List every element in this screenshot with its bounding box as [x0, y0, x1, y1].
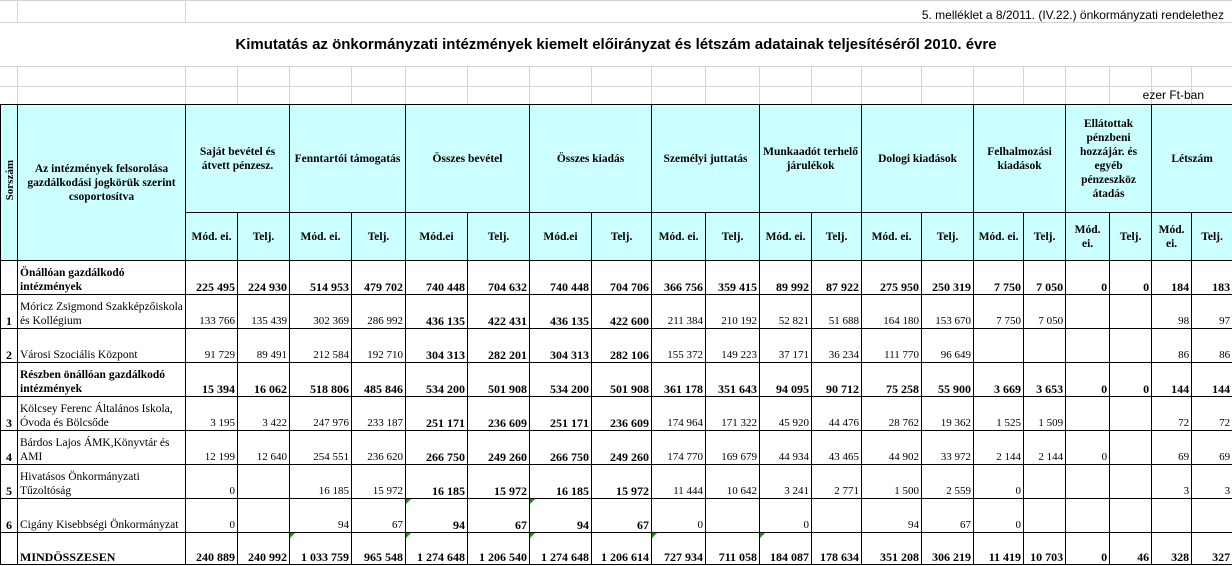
- group-header: Fenntartói támogatás: [290, 105, 406, 213]
- value-cell: 236 609: [592, 397, 652, 431]
- value-cell: 69: [1152, 431, 1192, 465]
- value-cell: 15 972: [352, 465, 406, 499]
- decree-reference: 5. melléklet a 8/2011. (IV.22.) önkormányzati rendelethez: [921, 8, 1224, 22]
- subheader-cell: Telj.: [1192, 213, 1232, 261]
- value-cell: 422 431: [468, 295, 530, 329]
- row-index: [1, 363, 18, 397]
- value-cell: [1152, 499, 1192, 533]
- value-cell: 514 953: [290, 261, 352, 295]
- value-cell: 51 688: [812, 295, 862, 329]
- value-cell: 75 258: [862, 363, 922, 397]
- subheader-cell: Telj.: [1110, 213, 1152, 261]
- value-cell: 254 551: [290, 431, 352, 465]
- value-cell: [812, 499, 862, 533]
- value-cell: 135 439: [238, 295, 290, 329]
- value-cell: 3: [1152, 465, 1192, 499]
- value-cell: 94: [862, 499, 922, 533]
- value-cell: 0: [1066, 431, 1110, 465]
- value-cell: 94: [290, 499, 352, 533]
- value-cell: 351 208: [862, 533, 922, 565]
- row-index: 4: [1, 431, 18, 465]
- value-cell: 1 206 614: [592, 533, 652, 565]
- subheader-cell: Mód.ei: [406, 213, 468, 261]
- value-cell: 534 200: [406, 363, 468, 397]
- value-cell: 72: [1192, 397, 1232, 431]
- value-cell: 211 384: [652, 295, 706, 329]
- value-cell: 1 206 540: [468, 533, 530, 565]
- value-cell: 16 185: [530, 465, 592, 499]
- value-cell: [1110, 397, 1152, 431]
- value-cell: 1 274 648: [406, 533, 468, 565]
- value-cell: 0: [1066, 261, 1110, 295]
- value-cell: 275 950: [862, 261, 922, 295]
- institution-name: Bárdos Lajos ÁMK,Könyvtár és AMI: [18, 431, 186, 465]
- institution-name: Kölcsey Ferenc Általános Iskola, Óvoda és Bölcsőde: [18, 397, 186, 431]
- value-cell: 11 419: [974, 533, 1024, 565]
- value-cell: [1110, 465, 1152, 499]
- value-cell: 69: [1192, 431, 1232, 465]
- group-header: Személyi juttatás: [652, 105, 760, 213]
- value-cell: 28 762: [862, 397, 922, 431]
- value-cell: 282 201: [468, 329, 530, 363]
- value-cell: 10 642: [706, 465, 760, 499]
- value-cell: 178 634: [812, 533, 862, 565]
- value-cell: 251 171: [406, 397, 468, 431]
- value-cell: [1066, 465, 1110, 499]
- value-cell: 184 087: [760, 533, 812, 565]
- value-cell: 67: [352, 499, 406, 533]
- value-cell: 351 643: [706, 363, 760, 397]
- institution-name: Önállóan gazdálkodó intézmények: [18, 261, 186, 295]
- value-cell: 236 609: [468, 397, 530, 431]
- group-header: Dologi kiadások: [862, 105, 974, 213]
- value-cell: 3 422: [238, 397, 290, 431]
- value-cell: 44 476: [812, 397, 862, 431]
- value-cell: 97: [1192, 295, 1232, 329]
- value-cell: [706, 499, 760, 533]
- value-cell: 91 729: [186, 329, 238, 363]
- value-cell: 740 448: [406, 261, 468, 295]
- value-cell: 249 260: [468, 431, 530, 465]
- value-cell: 153 670: [922, 295, 974, 329]
- institution-name: MINDÖSSZESEN: [18, 533, 186, 565]
- value-cell: 436 135: [406, 295, 468, 329]
- table-row: [1, 465, 1232, 499]
- value-cell: [1066, 295, 1110, 329]
- value-cell: 16 062: [238, 363, 290, 397]
- group-header: Létszám: [1152, 105, 1232, 213]
- value-cell: [238, 465, 290, 499]
- value-cell: 240 992: [238, 533, 290, 565]
- group-header: Felhalmozási kiadások: [974, 105, 1066, 213]
- institution-name: Cigány Kisebbségi Önkormányzat: [18, 499, 186, 533]
- value-cell: 740 448: [530, 261, 592, 295]
- row-index: 1: [1, 295, 18, 329]
- value-cell: 55 900: [922, 363, 974, 397]
- value-cell: 1 500: [862, 465, 922, 499]
- value-cell: 224 930: [238, 261, 290, 295]
- name-header: Az intézmények felsorolása gazdálkodási jogkörük szerint csoportosítva: [18, 105, 186, 261]
- subheader-cell: Telj.: [922, 213, 974, 261]
- value-cell: [974, 329, 1024, 363]
- value-cell: [1110, 329, 1152, 363]
- value-cell: 94 095: [760, 363, 812, 397]
- table-row: [1, 329, 1232, 363]
- value-cell: 1 274 648: [530, 533, 592, 565]
- value-cell: [1192, 499, 1232, 533]
- institution-name: Városi Szociális Központ: [18, 329, 186, 363]
- value-cell: 169 679: [706, 431, 760, 465]
- subheader-cell: Mód. ei.: [1152, 213, 1192, 261]
- subheader-cell: Telj.: [812, 213, 862, 261]
- value-cell: 0: [186, 465, 238, 499]
- value-cell: 52 821: [760, 295, 812, 329]
- value-cell: 236 620: [352, 431, 406, 465]
- value-cell: 1 509: [1024, 397, 1066, 431]
- row-index: 6: [1, 499, 18, 533]
- value-cell: 184: [1152, 261, 1192, 295]
- table-row: [1, 499, 1232, 533]
- value-cell: 90 712: [812, 363, 862, 397]
- value-cell: 192 710: [352, 329, 406, 363]
- value-cell: 0: [1066, 533, 1110, 565]
- value-cell: 15 972: [468, 465, 530, 499]
- institution-name: Hivatásos Önkormányzati Tűzoltóság: [18, 465, 186, 499]
- value-cell: [1110, 295, 1152, 329]
- value-cell: 249 260: [592, 431, 652, 465]
- value-cell: 366 756: [652, 261, 706, 295]
- value-cell: 67: [468, 499, 530, 533]
- value-cell: 19 362: [922, 397, 974, 431]
- subheader-cell: Mód. ei.: [652, 213, 706, 261]
- value-cell: 94: [406, 499, 468, 533]
- value-cell: [1024, 499, 1066, 533]
- value-cell: 3 669: [974, 363, 1024, 397]
- institution-name: Móricz Zsigmond Szakképzőiskola és Kollégium: [18, 295, 186, 329]
- institution-name: Részben önállóan gazdálkodó intézmények: [18, 363, 186, 397]
- value-cell: 15 394: [186, 363, 238, 397]
- value-cell: 86: [1152, 329, 1192, 363]
- value-cell: 0: [760, 499, 812, 533]
- value-cell: 1 525: [974, 397, 1024, 431]
- value-cell: 164 180: [862, 295, 922, 329]
- value-cell: 98: [1152, 295, 1192, 329]
- sheet-header-area: [0, 0, 1232, 104]
- value-cell: 7 750: [974, 295, 1024, 329]
- value-cell: 422 600: [592, 295, 652, 329]
- row-index: [1, 533, 18, 565]
- table-row: [1, 397, 1232, 431]
- table-row: [1, 261, 1232, 295]
- subheader-cell: Telj.: [1024, 213, 1066, 261]
- value-cell: 94: [530, 499, 592, 533]
- value-cell: [1110, 431, 1152, 465]
- value-cell: 16 185: [290, 465, 352, 499]
- value-cell: 0: [1110, 363, 1152, 397]
- value-cell: 250 319: [922, 261, 974, 295]
- value-cell: 247 976: [290, 397, 352, 431]
- group-header: Ellátottak pénzbeni hozzájár. és egyéb pénzeszköz átadás: [1066, 105, 1152, 213]
- value-cell: 485 846: [352, 363, 406, 397]
- value-cell: 210 192: [706, 295, 760, 329]
- value-cell: 45 920: [760, 397, 812, 431]
- value-cell: 501 908: [592, 363, 652, 397]
- value-cell: 479 702: [352, 261, 406, 295]
- value-cell: 144: [1192, 363, 1232, 397]
- value-cell: 1 033 759: [290, 533, 352, 565]
- value-cell: 2 771: [812, 465, 862, 499]
- value-cell: 302 369: [290, 295, 352, 329]
- group-header: Munkaadót terhelő járulékok: [760, 105, 862, 213]
- value-cell: 0: [974, 465, 1024, 499]
- value-cell: 174 964: [652, 397, 706, 431]
- value-cell: 44 934: [760, 431, 812, 465]
- value-cell: 111 770: [862, 329, 922, 363]
- value-cell: 251 171: [530, 397, 592, 431]
- table-row: [1, 533, 1232, 565]
- value-cell: [1024, 329, 1066, 363]
- subheader-cell: Telj.: [238, 213, 290, 261]
- subheader-cell: Mód. ei.: [290, 213, 352, 261]
- value-cell: [1066, 397, 1110, 431]
- value-cell: 3: [1192, 465, 1232, 499]
- value-cell: 72: [1152, 397, 1192, 431]
- value-cell: 89 491: [238, 329, 290, 363]
- value-cell: [1066, 329, 1110, 363]
- value-cell: 436 135: [530, 295, 592, 329]
- value-cell: 2 144: [1024, 431, 1066, 465]
- value-cell: 7 050: [1024, 295, 1066, 329]
- value-cell: 96 649: [922, 329, 974, 363]
- value-cell: 534 200: [530, 363, 592, 397]
- value-cell: 327: [1192, 533, 1232, 565]
- value-cell: 67: [922, 499, 974, 533]
- value-cell: 359 415: [706, 261, 760, 295]
- value-cell: [1024, 465, 1066, 499]
- value-cell: 37 171: [760, 329, 812, 363]
- subheader-cell: Mód. ei.: [760, 213, 812, 261]
- value-cell: 304 313: [406, 329, 468, 363]
- value-cell: 43 465: [812, 431, 862, 465]
- table-row: [1, 295, 1232, 329]
- value-cell: 711 058: [706, 533, 760, 565]
- group-header: Összes kiadás: [530, 105, 652, 213]
- value-cell: 44 902: [862, 431, 922, 465]
- value-cell: 0: [1066, 363, 1110, 397]
- value-cell: 328: [1152, 533, 1192, 565]
- value-cell: 965 548: [352, 533, 406, 565]
- value-cell: 174 770: [652, 431, 706, 465]
- value-cell: 155 372: [652, 329, 706, 363]
- value-cell: 86: [1192, 329, 1232, 363]
- page-title: Kimutatás az önkormányzati intézmények kiemelt előirányzat és létszám adatainak teljesítéséről 2010. évre: [235, 36, 997, 53]
- subheader-cell: Mód. ei.: [862, 213, 922, 261]
- header-row: [1, 105, 1232, 213]
- table-row: [1, 363, 1232, 397]
- value-cell: 171 322: [706, 397, 760, 431]
- value-cell: 15 972: [592, 465, 652, 499]
- value-cell: 10 703: [1024, 533, 1066, 565]
- value-cell: [1110, 499, 1152, 533]
- subheader-cell: Telj.: [468, 213, 530, 261]
- value-cell: 149 223: [706, 329, 760, 363]
- data-table: [0, 104, 1232, 565]
- value-cell: 306 219: [922, 533, 974, 565]
- value-cell: 225 495: [186, 261, 238, 295]
- row-index: 2: [1, 329, 18, 363]
- value-cell: 133 766: [186, 295, 238, 329]
- value-cell: 282 106: [592, 329, 652, 363]
- value-cell: 2 144: [974, 431, 1024, 465]
- row-index: 5: [1, 465, 18, 499]
- value-cell: 12 640: [238, 431, 290, 465]
- value-cell: 183: [1192, 261, 1232, 295]
- table-row: [1, 431, 1232, 465]
- group-header: Saját bevétel és átvett pénzesz.: [186, 105, 290, 213]
- value-cell: 144: [1152, 363, 1192, 397]
- value-cell: [1066, 499, 1110, 533]
- value-cell: 12 199: [186, 431, 238, 465]
- value-cell: 0: [186, 499, 238, 533]
- value-cell: 36 234: [812, 329, 862, 363]
- subheader-cell: Mód. ei.: [974, 213, 1024, 261]
- value-cell: [238, 499, 290, 533]
- value-cell: 233 187: [352, 397, 406, 431]
- subheader-cell: Mód. ei.: [186, 213, 238, 261]
- value-cell: 304 313: [530, 329, 592, 363]
- value-cell: 704 632: [468, 261, 530, 295]
- value-cell: 286 992: [352, 295, 406, 329]
- subheader-cell: Telj.: [592, 213, 652, 261]
- subheader-cell: Mód. ei.: [1066, 213, 1110, 261]
- value-cell: 16 185: [406, 465, 468, 499]
- value-cell: 33 972: [922, 431, 974, 465]
- unit-label: ezer Ft-ban: [1142, 88, 1204, 102]
- row-index: 3: [1, 397, 18, 431]
- value-cell: 361 178: [652, 363, 706, 397]
- sorszam-header: Sorszám: [1, 105, 18, 261]
- subheader-cell: Mód.ei: [530, 213, 592, 261]
- value-cell: 727 934: [652, 533, 706, 565]
- value-cell: 212 584: [290, 329, 352, 363]
- value-cell: 7 050: [1024, 261, 1066, 295]
- value-cell: 501 908: [468, 363, 530, 397]
- value-cell: 266 750: [406, 431, 468, 465]
- value-cell: 704 706: [592, 261, 652, 295]
- value-cell: 240 889: [186, 533, 238, 565]
- group-header: Összes bevétel: [406, 105, 530, 213]
- row-index: [1, 261, 18, 295]
- value-cell: 3 195: [186, 397, 238, 431]
- value-cell: 3 653: [1024, 363, 1066, 397]
- value-cell: 87 922: [812, 261, 862, 295]
- value-cell: 0: [974, 499, 1024, 533]
- value-cell: 0: [652, 499, 706, 533]
- subheader-cell: Telj.: [352, 213, 406, 261]
- value-cell: 11 444: [652, 465, 706, 499]
- subheader-row: [1, 213, 1232, 261]
- subheader-cell: Telj.: [706, 213, 760, 261]
- value-cell: 7 750: [974, 261, 1024, 295]
- value-cell: 46: [1110, 533, 1152, 565]
- value-cell: 0: [1110, 261, 1152, 295]
- value-cell: 67: [592, 499, 652, 533]
- value-cell: 89 992: [760, 261, 812, 295]
- value-cell: 3 241: [760, 465, 812, 499]
- value-cell: 266 750: [530, 431, 592, 465]
- value-cell: 2 559: [922, 465, 974, 499]
- value-cell: 518 806: [290, 363, 352, 397]
